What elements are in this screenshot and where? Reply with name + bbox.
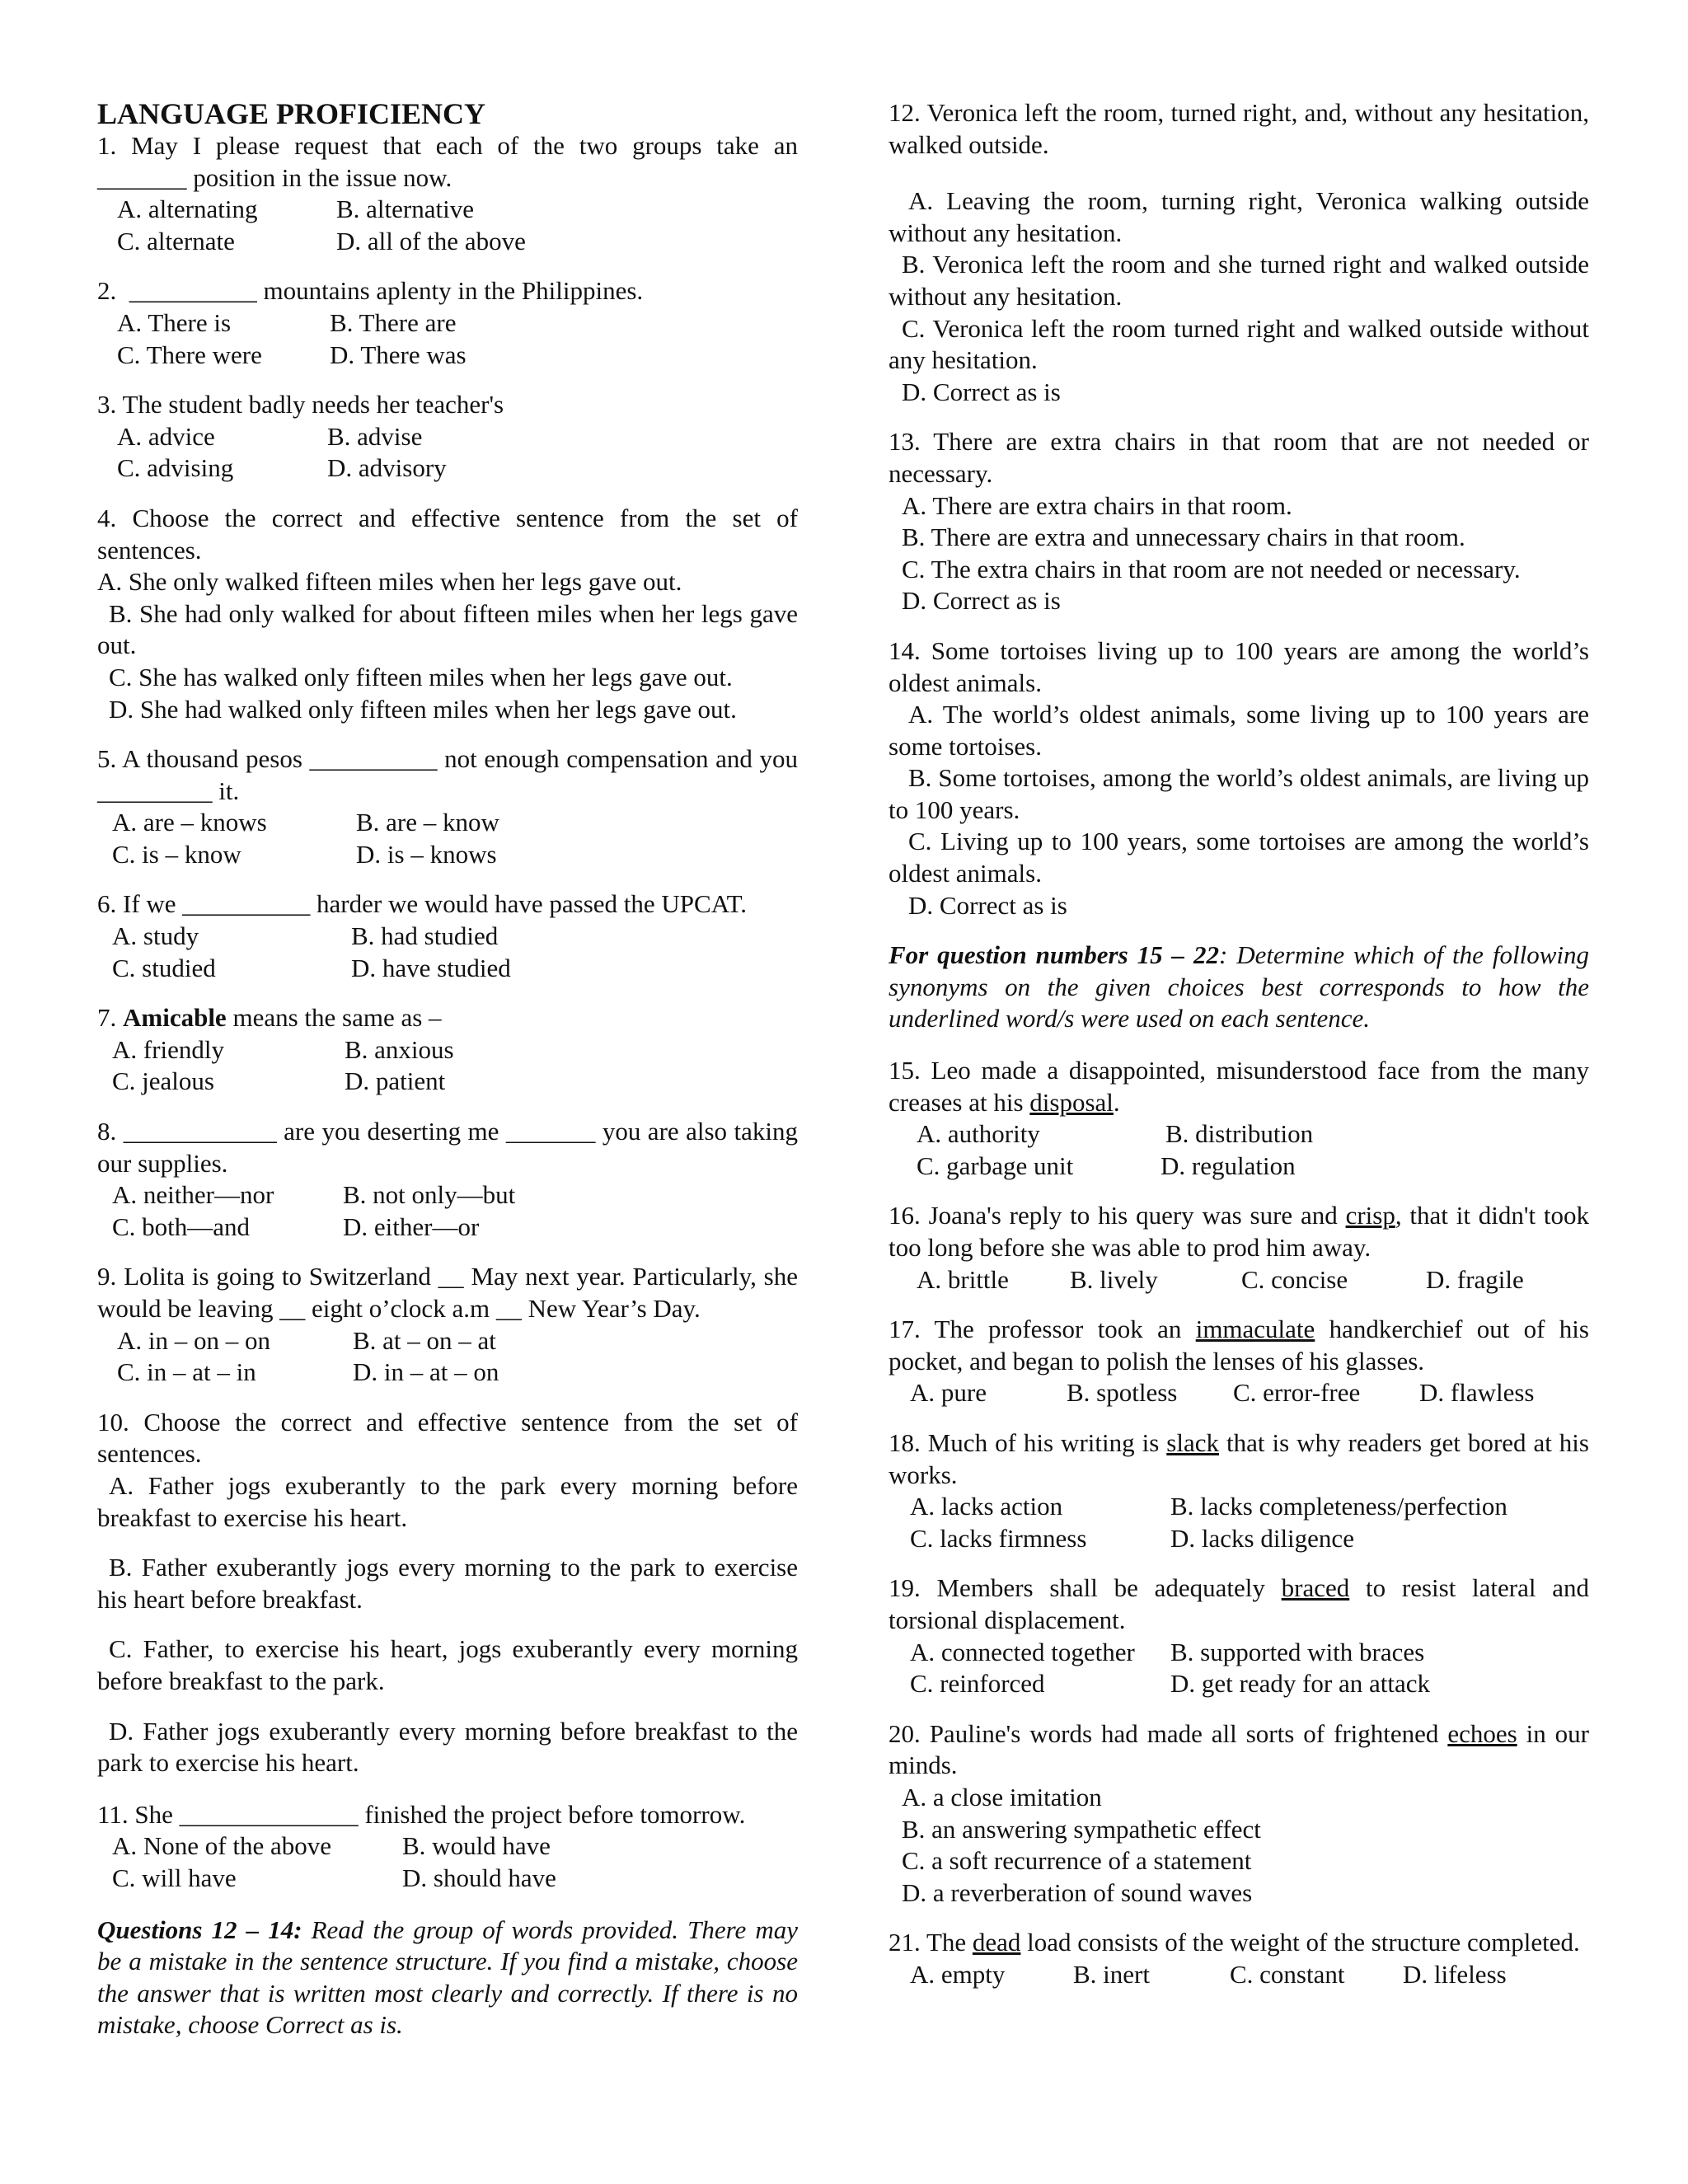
question-stem: 4. Choose the correct and effective sentence from the set of sentences. [97,503,798,565]
question-5 [97,743,798,870]
question-stem: 6. If we __________ harder we would have passed the UPCAT. [97,889,748,919]
question-stem [889,1427,1589,1491]
question-18 [889,1427,1589,1554]
choice-b[interactable]: B. lacks completeness/perfection [1170,1492,1507,1521]
underlined-word: crisp [1345,1201,1395,1230]
question-stem: 10. Choose the correct and effective sentence from the set of sentences. [97,1407,798,1469]
question-stem [889,1314,1589,1377]
choice-c[interactable]: C. garbage unit [917,1151,1074,1180]
question-text: 17. The professor took an [889,1315,1196,1344]
question-text-end: load consists of the weight of the structure completed. [1020,1928,1580,1957]
underlined-word: braced [1281,1573,1350,1603]
choice-b[interactable]: B. are – know [356,808,499,837]
question-text-end: to resist lateral and torsional displacement. [889,1573,1590,1634]
choice-b[interactable]: B. supported with braces [1170,1637,1425,1666]
choice-c[interactable]: C. is – know [112,839,241,869]
choice-a[interactable]: A. None of the above [112,1831,331,1861]
question-stem [97,275,798,307]
choice-d[interactable]: D. Father jogs exuberantly every morning before breakfast to the park to exercise his heart. [97,1716,798,1778]
question-stem [889,1927,1589,1959]
question-text-end: . [1113,1087,1120,1117]
choice-a[interactable]: A. advice [117,421,215,451]
instructions-lead: For question numbers 15 – 22 [889,940,1219,970]
instructions-text: Read the group of words provided. There may be a mistake in the sentence structure. If you find a mistake, choose the answer that is written most clearly and correctly. If there is no mistake, choose Correct as is. [97,1915,798,2040]
choice-c[interactable]: C. The extra chairs in that room are not needed or necessary. [902,554,1521,583]
choice-c[interactable]: C. in – at – in [117,1357,256,1387]
section-title: LANGUAGE PROFICIENCY [97,97,486,130]
choice-b[interactable]: B. not only—but [343,1180,516,1210]
question-text: 19. Members shall be adequately [889,1573,1282,1603]
choice-c[interactable]: C. a soft recurrence of a statement [902,1846,1252,1876]
choice-a[interactable]: A. Leaving the room, turning right, Veronica walking outside without any hesitation. [889,186,1589,247]
choice-c[interactable]: C. concise [1241,1264,1348,1294]
choice-c[interactable]: C. There were [117,340,262,369]
underlined-word: slack [1166,1427,1219,1457]
instructions-lead: Questions 12 – 14: [97,1915,302,1944]
choice-c[interactable]: C. Father, to exercise his heart, jogs exuberantly every morning before breakfast to the park. [97,1634,798,1695]
choice-b[interactable]: B. would have [402,1831,551,1861]
question-stem: 8. ____________ are you deserting me _______ you are also taking our supplies. [97,1117,798,1178]
choice-b[interactable]: B. alternative [336,194,474,224]
question-stem: 9. Lolita is going to Switzerland __ May next year. Particularly, she would be leaving __ eight o’clock a.m __ New Year’s Day. [97,1262,798,1323]
choice-d[interactable]: D. flawless [1419,1378,1535,1408]
question-12-choices [889,185,1589,408]
choice-d[interactable]: D. fragile [1426,1264,1524,1294]
choice-d[interactable]: D. She had walked only fifteen miles when her legs gave out. [109,694,737,724]
question-stem: 5. A thousand pesos __________ not enough compensation and you _________ it. [97,744,798,805]
question-stem: 13. There are extra chairs in that room that are not needed or necessary. [889,427,1589,488]
question-9 [97,1261,798,1388]
question-7 [97,1002,798,1098]
choice-d[interactable]: D. should have [402,1863,556,1892]
choice-d[interactable]: D. Correct as is [902,377,1061,406]
choice-a[interactable]: A. authority [917,1119,1040,1149]
question-text: 16. Joana's reply to his query was sure and [889,1201,1346,1230]
choice-a[interactable]: A. The world’s oldest animals, some living up to 100 years are some tortoises. [889,700,1589,761]
choice-a[interactable]: A. a close imitation [902,1782,1102,1811]
right-column [889,97,1589,2008]
choice-b[interactable]: B. at – on – at [353,1325,496,1355]
question-stem: 1. May I please request that each of the two groups take an [97,131,798,160]
question-stem: 14. Some tortoises living up to 100 years are among the world’s oldest animals. [889,635,1589,697]
choice-d[interactable]: D. is – knows [356,839,497,869]
left-column [97,97,798,2041]
question-text: 18. Much of his writing is [889,1427,1167,1457]
question-20 [889,1718,1589,1910]
choice-b[interactable]: B. lively [1070,1264,1158,1294]
choice-a[interactable]: A. She only walked fifteen miles when her legs gave out. [97,567,682,597]
question-15 [889,1055,1589,1182]
choice-a[interactable]: A. There is [117,307,232,337]
answer-blank: __________ [129,276,257,306]
question-12 [889,97,1589,161]
question-stem [889,1200,1589,1263]
question-3 [97,389,798,485]
choice-c[interactable]: C. jealous [112,1066,214,1096]
question-8 [97,1116,798,1243]
choice-b[interactable]: B. inert [1073,1959,1150,1989]
question-11 [97,1799,798,1895]
question-10 [97,1407,798,1779]
instructions-12-14 [97,1915,798,2041]
choice-b[interactable]: B. There are [330,307,457,337]
choice-c[interactable]: C. alternate [117,226,235,255]
underlined-word: echoes [1447,1718,1517,1748]
question-stem: 12. Veronica left the room, turned right, and, without any hesitation, walked outside. [889,98,1589,159]
question-number: 7. [97,1003,123,1033]
question-6 [97,888,798,984]
choice-a[interactable]: A. neither—nor [112,1180,274,1210]
choice-d[interactable]: D. all of the above [336,226,526,255]
choice-d[interactable]: D. have studied [351,953,511,982]
choice-b[interactable]: B. spotless [1067,1378,1178,1408]
question-4 [97,503,798,725]
choice-b[interactable]: B. distribution [1165,1119,1314,1149]
question-text: means the same as – [226,1003,442,1033]
choice-c[interactable]: C. both—and [112,1212,251,1241]
question-text-end: , that it didn't took too long before she was able to prod him away. [889,1201,1589,1262]
choice-b[interactable]: B. anxious [345,1034,454,1064]
choice-a[interactable]: A. alternating [117,194,258,224]
choice-c[interactable]: C. reinforced [910,1669,1045,1699]
key-word: Amicable [123,1003,227,1033]
question-17 [889,1314,1589,1409]
question-16 [889,1200,1589,1296]
question-text: 20. Pauline's words had made all sorts of frightened [889,1718,1448,1748]
choice-c[interactable]: C. constant [1230,1959,1345,1989]
choice-d[interactable]: D. in – at – on [353,1357,499,1387]
question-text: mountains aplenty in the Philippines. [256,276,644,306]
question-stem [889,1718,1589,1782]
question-13 [889,426,1589,617]
choice-b[interactable]: B. Veronica left the room and she turned right and walked outside without any hesitation. [889,250,1589,311]
instructions-15-22 [889,940,1589,1035]
choice-d[interactable]: D. advisory [327,453,447,483]
choice-a[interactable]: A. study [112,921,199,951]
choice-c[interactable]: C. lacks firmness [910,1523,1087,1553]
underlined-word: disposal [1029,1087,1114,1117]
question-19 [889,1572,1589,1699]
choice-d[interactable]: D. There was [330,340,467,369]
choice-d[interactable]: D. Correct as is [908,890,1067,920]
choice-d[interactable]: D. regulation [1160,1151,1296,1180]
choice-b[interactable]: B. There are extra and unnecessary chairs in that room. [902,523,1465,552]
question-21 [889,1927,1589,1990]
choice-c[interactable]: C. will have [112,1863,237,1892]
question-number: 2. [97,276,117,306]
question-stem [97,1002,798,1034]
question-14 [889,635,1589,921]
choice-c[interactable]: C. Veronica left the room turned right and walked outside without any hesitation. [889,313,1589,375]
choice-d[interactable]: D. patient [345,1066,446,1096]
underlined-word: immaculate [1195,1315,1315,1344]
question-text: 15. Leo made a disappointed, misunderstood face from the many creases at his [889,1056,1589,1117]
underlined-word: dead [972,1928,1021,1957]
question-stem [889,1572,1589,1636]
question-text-end: handkerchief out of his pocket, and began to polish the lenses of his glasses. [889,1315,1589,1376]
choice-b[interactable]: B. She had only walked for about fifteen miles when her legs gave out. [97,598,798,660]
choice-b[interactable]: B. advise [327,421,423,451]
choice-c[interactable]: C. Living up to 100 years, some tortoises are among the world’s oldest animals. [889,827,1589,888]
question-text: 21. The [889,1928,973,1957]
choice-c[interactable]: C. She has walked only fifteen miles when her legs gave out. [109,662,733,691]
choice-c[interactable]: C. advising [117,453,234,483]
question-stem-cont: _______ position in the issue now. [97,162,452,192]
choice-d[interactable]: D. a reverberation of sound waves [902,1877,1253,1907]
choice-a[interactable]: A. Father jogs exuberantly to the park every morning before breakfast to exercise his heart. [97,1470,798,1532]
question-stem: 3. The student badly needs her teacher's [97,390,504,419]
choice-a[interactable]: A. lacks action [910,1492,1063,1521]
choice-a[interactable]: A. are – knows [112,808,267,837]
question-stem [889,1055,1589,1118]
choice-c[interactable]: C. studied [112,953,216,982]
choice-b[interactable]: B. had studied [351,921,499,951]
choice-d[interactable]: D. lacks diligence [1170,1523,1354,1553]
choice-d[interactable]: D. either—or [343,1212,480,1241]
choice-a[interactable]: A. empty [910,1959,1006,1989]
choice-d[interactable]: D. get ready for an attack [1170,1669,1431,1699]
question-stem: 11. She ______________ finished the project before tomorrow. [97,1799,746,1829]
choice-a[interactable]: A. in – on – on [117,1325,270,1355]
choice-b[interactable]: B. an answering sympathetic effect [902,1814,1261,1844]
question-text-end: that is why readers get bored at his works. [889,1427,1589,1489]
choice-a[interactable]: A. pure [910,1378,987,1408]
choice-a[interactable]: A. friendly [112,1034,225,1064]
choice-d[interactable]: D. lifeless [1403,1959,1507,1989]
choice-b[interactable]: B. Father exuberantly jogs every morning to the park to exercise his heart before breakfast. [97,1553,798,1614]
question-2 [97,275,798,371]
choice-b[interactable]: B. Some tortoises, among the world’s oldest animals, are living up to 100 years. [889,763,1589,824]
question-text-end: in our minds. [889,1718,1590,1780]
choice-a[interactable]: A. brittle [917,1264,1009,1294]
instructions-text: : Determine which of the following synonyms on the given choices best corresponds to how the underlined word/s were used on each sentence. [889,940,1589,1033]
choice-a[interactable]: A. There are extra chairs in that room. [902,490,1292,520]
choice-a[interactable]: A. connected together [910,1637,1135,1666]
question-1 [97,130,798,257]
choice-c[interactable]: C. error-free [1233,1378,1361,1408]
choice-d[interactable]: D. Correct as is [902,586,1061,616]
